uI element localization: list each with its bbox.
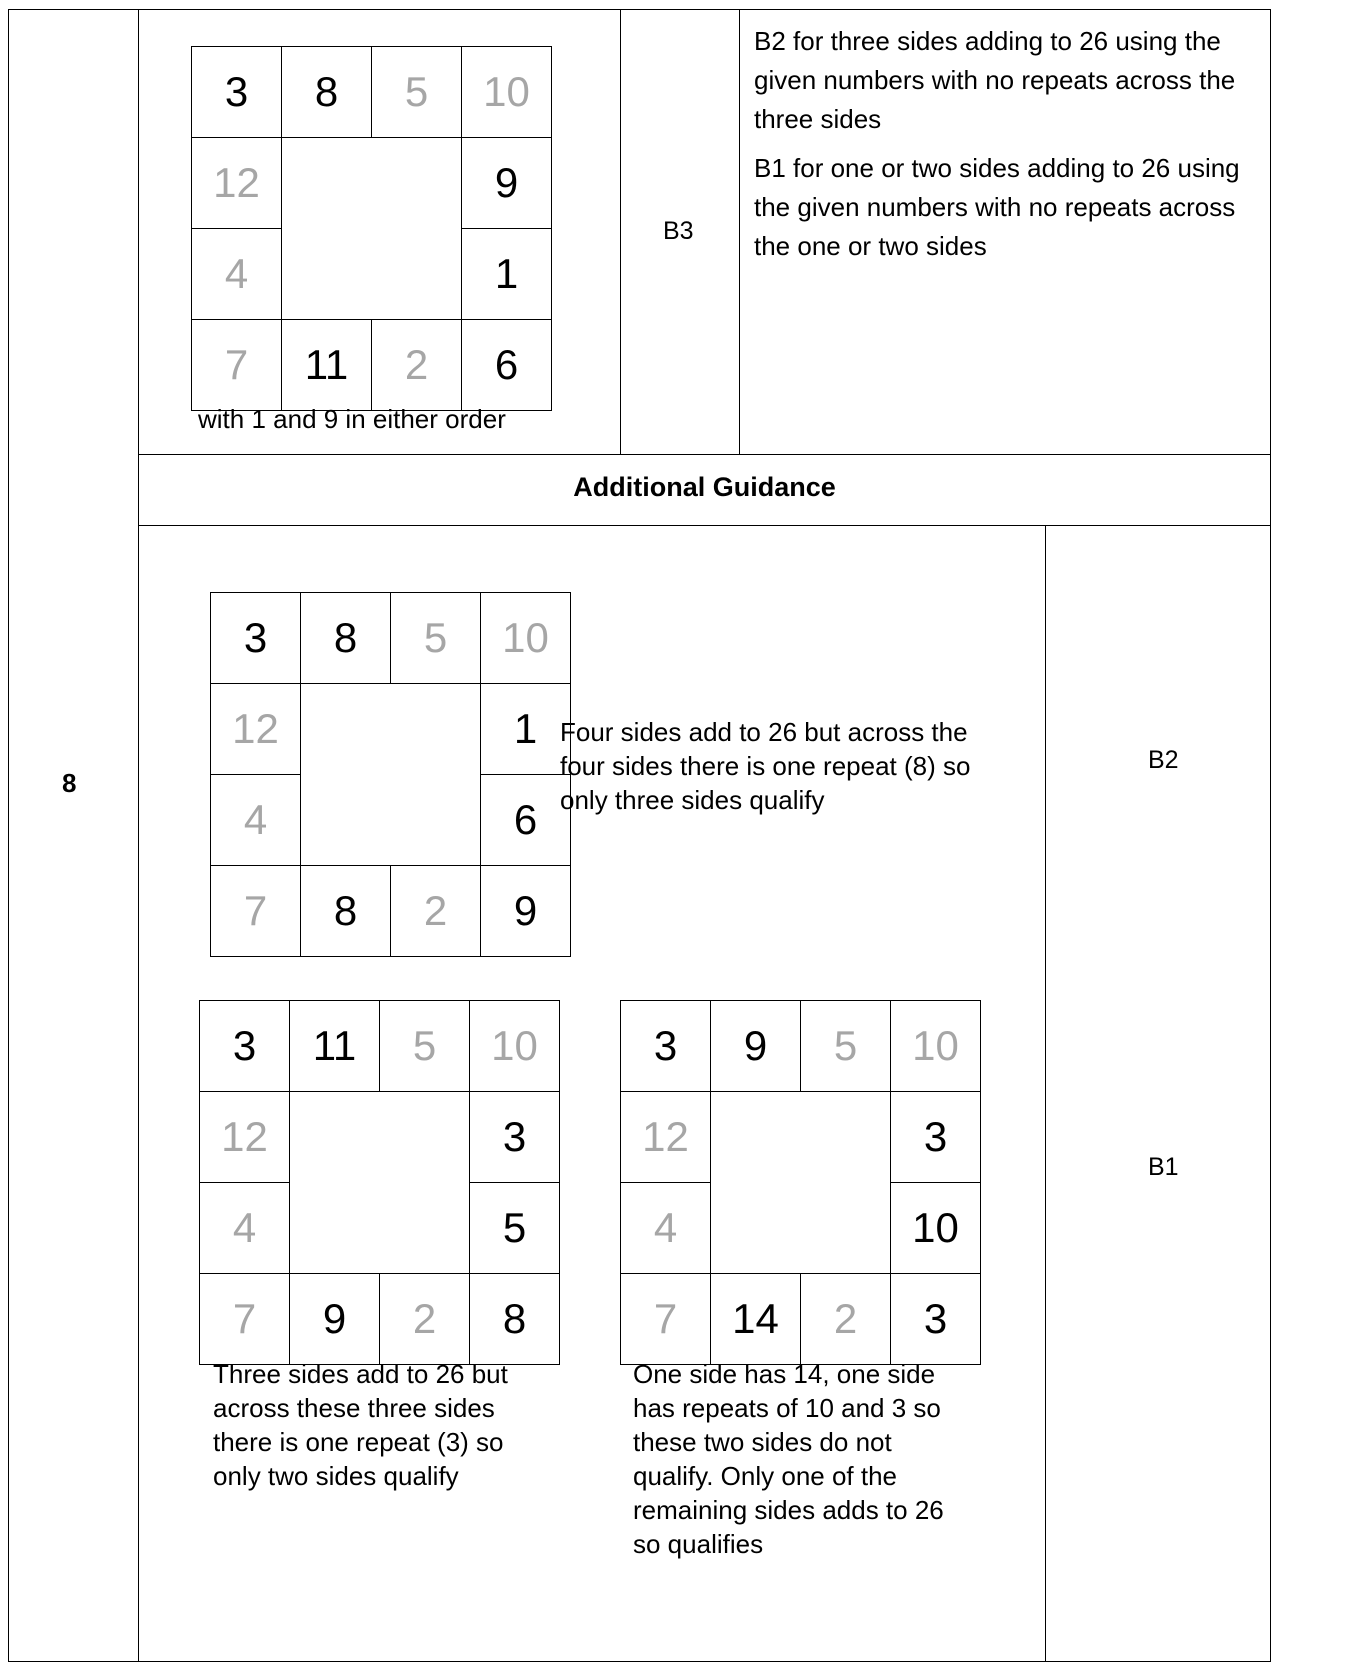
given-number-cell: 12 bbox=[192, 138, 282, 229]
answer-caption: with 1 and 9 in either order bbox=[198, 404, 506, 434]
answer-number-cell: 8 bbox=[470, 1274, 560, 1365]
given-number-cell: 4 bbox=[211, 775, 301, 866]
given-number-cell: 10 bbox=[470, 1001, 560, 1092]
given-number-cell: 12 bbox=[621, 1092, 711, 1183]
given-number-cell: 7 bbox=[211, 866, 301, 957]
answer-number-cell: 8 bbox=[301, 593, 391, 684]
grid-centre-blank bbox=[290, 1092, 470, 1274]
question-column-divider bbox=[138, 9, 139, 1662]
heading-top-divider bbox=[138, 454, 1271, 455]
answer-number-cell: 3 bbox=[470, 1092, 560, 1183]
answer-number-cell: 6 bbox=[462, 320, 552, 411]
example-grid-1 bbox=[210, 592, 571, 957]
given-number-cell: 10 bbox=[462, 47, 552, 138]
given-number-cell: 2 bbox=[372, 320, 462, 411]
given-number-cell: 10 bbox=[481, 593, 571, 684]
mark-column-divider bbox=[620, 9, 621, 454]
given-number-cell: 2 bbox=[380, 1274, 470, 1365]
heading-bottom-divider bbox=[138, 525, 1271, 526]
guidance-heading: Additional Guidance bbox=[573, 472, 836, 502]
answer-number-cell: 3 bbox=[211, 593, 301, 684]
answer-number-cell: 9 bbox=[481, 866, 571, 957]
answer-number-cell: 8 bbox=[282, 47, 372, 138]
answer-number-cell: 3 bbox=[891, 1274, 981, 1365]
answer-number-cell: 11 bbox=[282, 320, 372, 411]
answer-number-cell: 14 bbox=[711, 1274, 801, 1365]
given-number-cell: 5 bbox=[391, 593, 481, 684]
given-number-cell: 5 bbox=[372, 47, 462, 138]
answer-grid bbox=[191, 46, 552, 411]
given-number-cell: 10 bbox=[891, 1001, 981, 1092]
example-mark-1: B2 bbox=[1148, 746, 1179, 774]
given-number-cell: 5 bbox=[380, 1001, 470, 1092]
example-mark-3: B1 bbox=[1148, 1153, 1179, 1181]
mark-criteria bbox=[754, 22, 1264, 276]
guidance-mark-column-divider bbox=[1045, 525, 1046, 1662]
answer-number-cell: 9 bbox=[290, 1274, 380, 1365]
answer-number-cell: 11 bbox=[290, 1001, 380, 1092]
criteria-column-divider bbox=[739, 9, 740, 454]
example-note-3: One side has 14, one side has repeats of 10 and 3 so these two sides do not qualify. Only one of the remaining sides adds to 26 so qualifies bbox=[633, 1359, 944, 1559]
answer-number-cell: 3 bbox=[621, 1001, 711, 1092]
answer-number-cell: 1 bbox=[481, 684, 571, 775]
answer-number-cell: 1 bbox=[462, 229, 552, 320]
answer-number-cell: 3 bbox=[891, 1092, 981, 1183]
given-number-cell: 7 bbox=[200, 1274, 290, 1365]
given-number-cell: 12 bbox=[200, 1092, 290, 1183]
given-number-cell: 4 bbox=[192, 229, 282, 320]
answer-number-cell: 3 bbox=[200, 1001, 290, 1092]
grid-centre-blank bbox=[711, 1092, 891, 1274]
given-number-cell: 4 bbox=[621, 1183, 711, 1274]
table-right-border bbox=[1270, 9, 1271, 1662]
given-number-cell: 2 bbox=[391, 866, 481, 957]
example-note-1: Four sides add to 26 but across the four sides there is one repeat (8) so only three sides qualify bbox=[560, 717, 971, 815]
criterion-b2: B2 for three sides adding to 26 using the given numbers with no repeats across the three sides bbox=[754, 26, 1236, 134]
answer-number-cell: 6 bbox=[481, 775, 571, 866]
answer-number-cell: 3 bbox=[192, 47, 282, 138]
answer-number-cell: 5 bbox=[470, 1183, 560, 1274]
table-top-border bbox=[8, 9, 1271, 10]
grid-centre-blank bbox=[301, 684, 481, 866]
given-number-cell: 4 bbox=[200, 1183, 290, 1274]
given-number-cell: 7 bbox=[192, 320, 282, 411]
given-number-cell: 7 bbox=[621, 1274, 711, 1365]
table-bottom-border bbox=[8, 1661, 1271, 1662]
answer-number-cell: 9 bbox=[462, 138, 552, 229]
answer-number-cell: 9 bbox=[711, 1001, 801, 1092]
table-left-border bbox=[8, 9, 9, 1662]
question-number: 8 bbox=[62, 768, 77, 798]
answer-number-cell: 10 bbox=[891, 1183, 981, 1274]
example-note-2: Three sides add to 26 but across these three sides there is one repeat (3) so only two sides qualify bbox=[213, 1359, 508, 1491]
answer-mark: B3 bbox=[663, 217, 694, 245]
grid-centre-blank bbox=[282, 138, 462, 320]
example-grid-3 bbox=[620, 1000, 981, 1365]
given-number-cell: 12 bbox=[211, 684, 301, 775]
criterion-b1: B1 for one or two sides adding to 26 using the given numbers with no repeats across the one or two sides bbox=[754, 153, 1240, 261]
given-number-cell: 5 bbox=[801, 1001, 891, 1092]
answer-number-cell: 8 bbox=[301, 866, 391, 957]
example-grid-2 bbox=[199, 1000, 560, 1365]
given-number-cell: 2 bbox=[801, 1274, 891, 1365]
